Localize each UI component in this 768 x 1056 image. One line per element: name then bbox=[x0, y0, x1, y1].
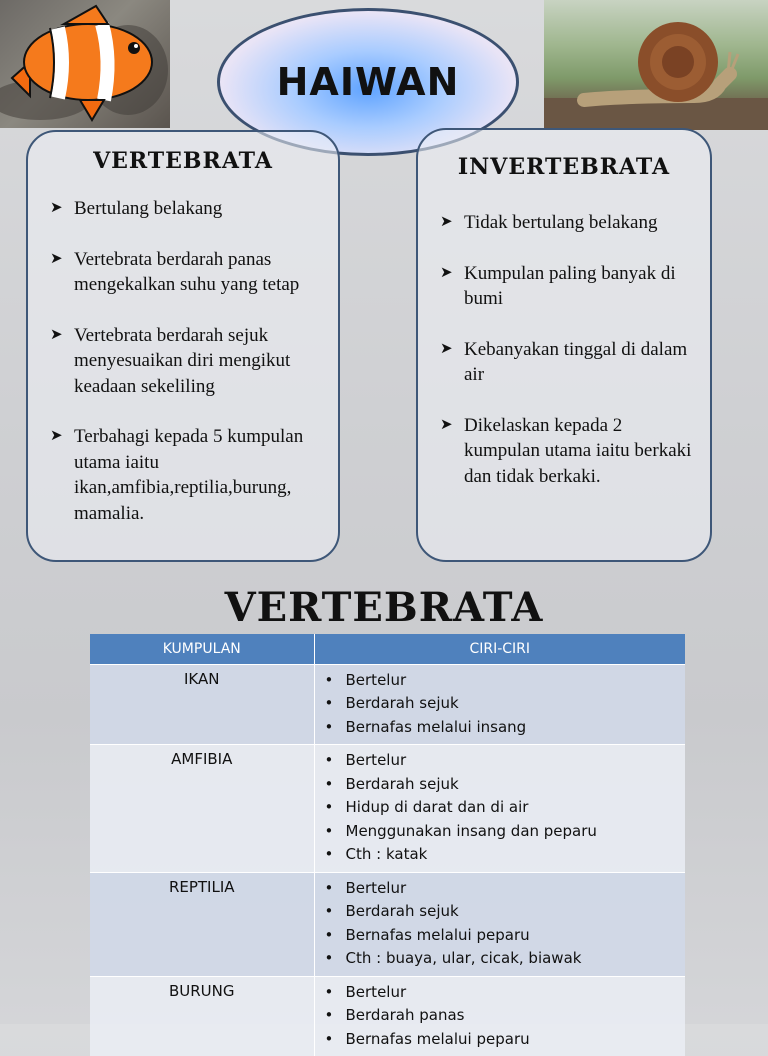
traits-cell bbox=[314, 976, 685, 1056]
list-item: • Bertelur bbox=[325, 749, 686, 773]
clownfish-photo bbox=[0, 0, 170, 128]
arrow-bullet-icon: ➤ bbox=[50, 200, 63, 216]
page-title: HAIWAN bbox=[276, 60, 460, 104]
traits-cell bbox=[314, 745, 685, 873]
list-item: ➤ Kumpulan paling banyak di bumi bbox=[440, 262, 676, 309]
list-item: ➤ Tidak bertulang belakang bbox=[440, 210, 692, 236]
list-item: • Cth : katak bbox=[325, 843, 686, 867]
vertebrata-heading: VERTEBRATA bbox=[93, 148, 273, 174]
table-row bbox=[90, 872, 685, 976]
dot-bullet-icon: • bbox=[324, 902, 334, 920]
arrow-bullet-icon: ➤ bbox=[440, 340, 453, 357]
dot-bullet-icon: • bbox=[324, 774, 334, 793]
list-item: • Menggunakan insang dan peparu bbox=[325, 820, 686, 844]
table-row bbox=[90, 664, 685, 745]
list-item: • Bertelur bbox=[325, 669, 686, 693]
group-cell: BURUNG bbox=[90, 976, 314, 1056]
list-item: • Hidup di darat dan di air bbox=[325, 796, 686, 820]
dot-bullet-icon: • bbox=[324, 751, 334, 769]
dot-bullet-icon: • bbox=[324, 798, 334, 816]
vertebrata-panel bbox=[26, 130, 340, 562]
group-cell: REPTILIA bbox=[90, 872, 314, 976]
column-header-ciri-ciri: CIRI-CIRI bbox=[314, 634, 685, 664]
arrow-bullet-icon: ➤ bbox=[50, 326, 63, 343]
arrow-bullet-icon: ➤ bbox=[440, 416, 453, 433]
dot-bullet-icon: • bbox=[324, 694, 334, 712]
invertebrata-bullet-list bbox=[440, 210, 692, 489]
table-row bbox=[90, 976, 685, 1056]
dot-bullet-icon: • bbox=[324, 717, 334, 736]
dot-bullet-icon: • bbox=[324, 982, 334, 1001]
dot-bullet-icon: • bbox=[324, 670, 334, 689]
dot-bullet-icon: • bbox=[324, 878, 334, 897]
list-item: ➤ Vertebrata berdarah panas mengekalkan suhu yang tetap bbox=[50, 248, 300, 295]
list-item: • Bernafas melalui insang bbox=[325, 716, 686, 740]
list-item: • Cth : buaya, ular, cicak, biawak bbox=[325, 947, 686, 971]
traits-cell bbox=[314, 872, 685, 976]
list-item: • Bernafas melalui peparu bbox=[325, 924, 686, 948]
list-item: • Bernafas melalui peparu bbox=[325, 1028, 686, 1052]
list-item: • Berdarah sejuk bbox=[325, 692, 686, 716]
dot-bullet-icon: • bbox=[324, 845, 334, 863]
group-cell: AMFIBIA bbox=[90, 745, 314, 873]
list-item: ➤ Terbahagi kepada 5 kumpulan utama iaitu ikan,amfibia,reptilia,burung, mamalia. bbox=[50, 426, 304, 524]
arrow-bullet-icon: ➤ bbox=[440, 214, 453, 230]
list-item: • Berdarah sejuk bbox=[325, 900, 686, 924]
table-row bbox=[90, 745, 685, 873]
traits-cell bbox=[314, 664, 685, 745]
invertebrata-panel bbox=[416, 128, 712, 562]
list-item: ➤ Bertulang belakang bbox=[50, 196, 320, 222]
table-header-row bbox=[90, 634, 685, 664]
arrow-bullet-icon: ➤ bbox=[440, 264, 453, 281]
list-item: • Bertelur bbox=[325, 877, 686, 901]
invertebrata-heading: INVERTEBRATA bbox=[457, 154, 671, 180]
arrow-bullet-icon: ➤ bbox=[50, 428, 63, 444]
list-item: ➤ Kebanyakan tinggal di dalam air bbox=[440, 338, 688, 385]
dot-bullet-icon: • bbox=[324, 821, 334, 840]
section-title: VERTEBRATA bbox=[224, 584, 544, 631]
snail-photo bbox=[544, 0, 768, 130]
list-item: ➤ Dikelaskan kepada 2 kumpulan utama iaitu berkaki dan tidak berkaki. bbox=[440, 414, 692, 487]
arrow-bullet-icon: ➤ bbox=[50, 250, 63, 267]
list-item: • Bertelur bbox=[325, 981, 686, 1005]
list-item: • Berdarah panas bbox=[325, 1004, 686, 1028]
list-item: • Berdarah sejuk bbox=[325, 773, 686, 797]
vertebrata-table bbox=[90, 634, 685, 1056]
list-item: ➤ Vertebrata berdarah sejuk menyesuaikan diri mengikut keadaan sekeliling bbox=[50, 324, 291, 397]
dot-bullet-icon: • bbox=[324, 1029, 334, 1048]
group-cell: IKAN bbox=[90, 664, 314, 745]
dot-bullet-icon: • bbox=[324, 925, 334, 944]
column-header-kumpulan: KUMPULAN bbox=[90, 634, 314, 664]
dot-bullet-icon: • bbox=[324, 949, 334, 967]
vertebrata-bullet-list bbox=[50, 196, 320, 526]
dot-bullet-icon: • bbox=[324, 1006, 334, 1024]
